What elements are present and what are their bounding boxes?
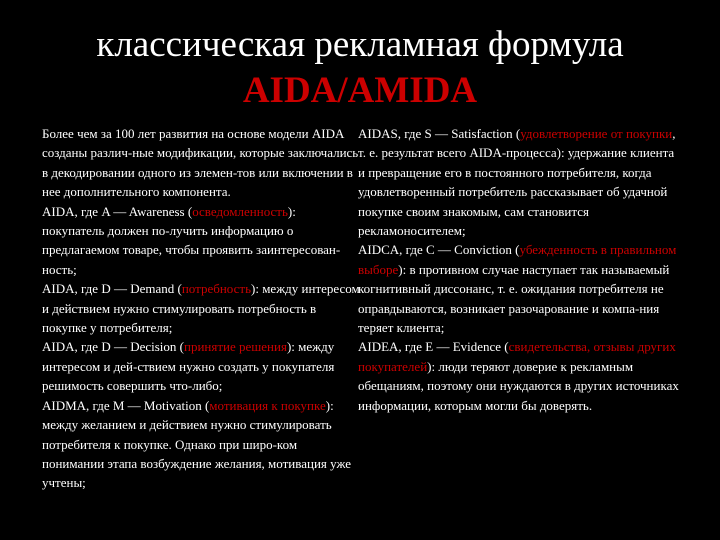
left-column: [42, 124, 360, 493]
motivation-text-rest: ): между желанием и действием нужно стимулировать потребителя к покупке. Однако при широ-ком понимании этапа возбуждение желания, мотивация уже учтены;: [42, 397, 352, 491]
satisfaction-text-rest: , т. е. результат всего AIDA-процесса): удержание клиента и превращение его в постоянного потребителя, когда удовлетворенный потребитель рассказывает об удачной покупке своим знакомым, сам становится рекламоносителем;: [358, 126, 676, 239]
conviction-text-rest: ): в противном случае наступает так называемый когнитивный диссонанс, т. е. ожидания потребителя не оправдываются, возникает разочарование и компа-ния теряет клиента;: [358, 261, 670, 336]
evidence-text-rest: ): люди теряют доверие к рекламным обещаниям, поэтому они нуждаются в других источниках информации, которым могли бы доверять.: [358, 358, 679, 413]
title-line-1: классическая рекламная формула: [96, 24, 624, 65]
demand-paragraph: [42, 279, 360, 337]
demand-text: AIDA, где D — Demand (: [42, 281, 182, 297]
conviction-text: AIDCA, где C — Conviction (: [358, 242, 520, 258]
decision-highlight: принятие решения: [184, 339, 287, 355]
satisfaction-text: AIDAS, где S — Satisfaction (: [358, 126, 521, 141]
motivation-paragraph: [42, 396, 360, 493]
awareness-paragraph: [42, 202, 360, 280]
awareness-text-rest: ): покупатель должен по-лучить информацию о предлагаемом товаре, чтобы проявить заинтересован-ность;: [42, 203, 341, 277]
satisfaction-paragraph: [358, 124, 680, 240]
decision-text: AIDA, где D — Decision (: [42, 339, 184, 355]
motivation-highlight: мотивация к покупке: [209, 397, 326, 413]
awareness-highlight: осведомленность: [192, 203, 288, 219]
motivation-text: AIDMA, где M — Motivation (: [42, 397, 210, 413]
evidence-paragraph: [358, 337, 680, 415]
conviction-highlight: убежденность в правильном выборе: [358, 242, 677, 277]
evidence-highlight: свидетельства, отзывы других покупателей: [358, 339, 676, 374]
awareness-text: AIDA, где A — Awareness (: [42, 203, 193, 219]
conviction-paragraph: [358, 240, 680, 337]
right-column: [358, 124, 680, 415]
demand-highlight: потребность: [181, 281, 251, 297]
title-line-2: AIDA/AMIDA: [242, 70, 478, 111]
evidence-text: AIDEA, где E — Evidence (: [358, 339, 509, 355]
intro-paragraph: Более чем за 100 лет развития на основе модели AIDA созданы различ-ные модификации, которые заключались в декодировании одного из элемен-тов или включении в нее дополнительного компонента.: [42, 126, 359, 200]
demand-text-rest: ): между интересом и действием нужно стимулировать потребность в покупке у потребителя;: [42, 281, 360, 336]
decision-text-rest: ): между интересом и дей-ствием нужно создать у покупателя решимость совершить что-либо;: [42, 339, 335, 394]
decision-paragraph: [42, 337, 360, 395]
satisfaction-highlight: удовлетворение от покупки: [520, 126, 673, 141]
slide-title: [0, 22, 720, 114]
